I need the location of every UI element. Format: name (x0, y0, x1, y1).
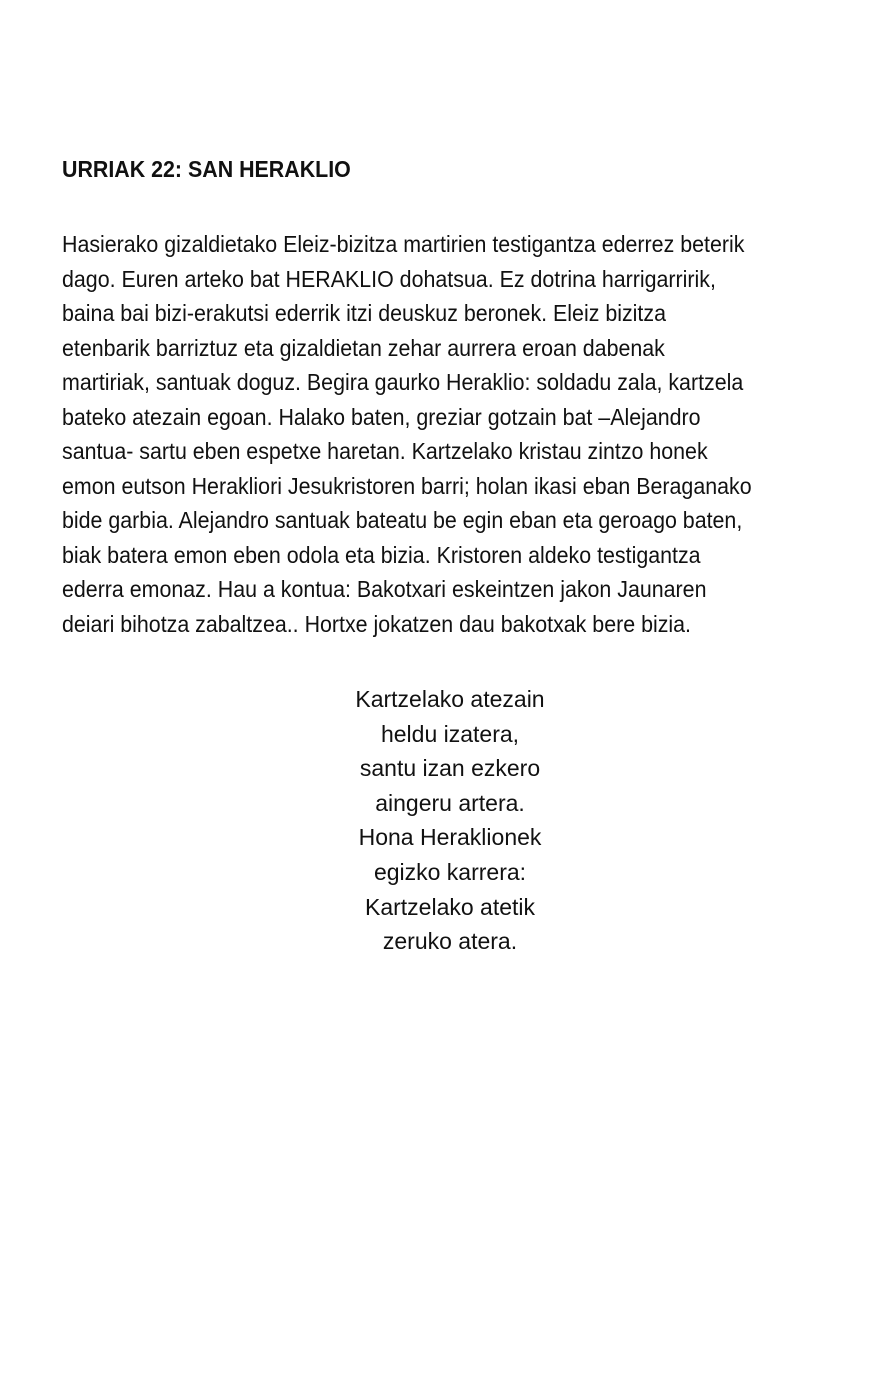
paragraph-line: martiriak, santuak doguz. Begira gaurko Heraklio: soldadu zala, kartzela (62, 369, 744, 395)
paragraph-line: biak batera emon eben odola eta bizia. Kristoren aldeko testigantza (62, 541, 701, 568)
paragraph-line: baina bai bizi-erakutsi ederrik itzi deuskuz beronek. Eleiz bizitza (62, 300, 666, 326)
paragraph-line: etenbarik barriztuz eta gizaldietan zehar aurrera eroan dabenak (62, 334, 665, 361)
paragraph-line: bateko atezain egoan. Halako baten, greziar gotzain bat –Alejandro (62, 403, 701, 430)
poem-line: aingeru artera. (375, 789, 525, 816)
poem-line: egizko karrera: (373, 858, 527, 885)
poem-line: Kartzelako atetik (364, 893, 536, 920)
paragraph-line: emon eutson Herakliori Jesukristoren barri; holan ikasi eban Beraganako (62, 472, 752, 499)
paragraph-line: Hasierako gizaldietako Eleiz-bizitza martirien testigantza ederrez beterik (62, 231, 745, 257)
poem-line: Hona Heraklionek (358, 824, 542, 851)
poem-line: zeruko atera. (382, 928, 518, 955)
paragraph-line: santua- sartu eben espetxe haretan. Kartzelako kristau zintzo honek (62, 438, 708, 464)
poem-line: Kartzelako atezain (355, 686, 545, 712)
paragraph-line: ederra emonaz. Hau a kontua: Bakotxari eskeintzen jakon Jaunaren (62, 576, 707, 602)
paragraph-line: dago. Euren arteko bat HERAKLIO dohatsua. Ez dotrina harrigarririk, (62, 265, 716, 292)
paragraph-line: bide garbia. Alejandro santuak bateatu be egin eban eta geroago baten, (62, 507, 743, 533)
poem-line: heldu izatera, (380, 720, 520, 747)
document-title: URRIAK 22: SAN HERAKLIO (62, 156, 351, 182)
body-paragraph (62, 227, 862, 641)
paragraph-line: deiari bihotza zabaltzea.. Hortxe jokatzen dau bakotxak bere bizia. (62, 610, 691, 637)
poem-verse-block (300, 682, 600, 959)
poem-line: santu izan ezkero (359, 755, 541, 782)
